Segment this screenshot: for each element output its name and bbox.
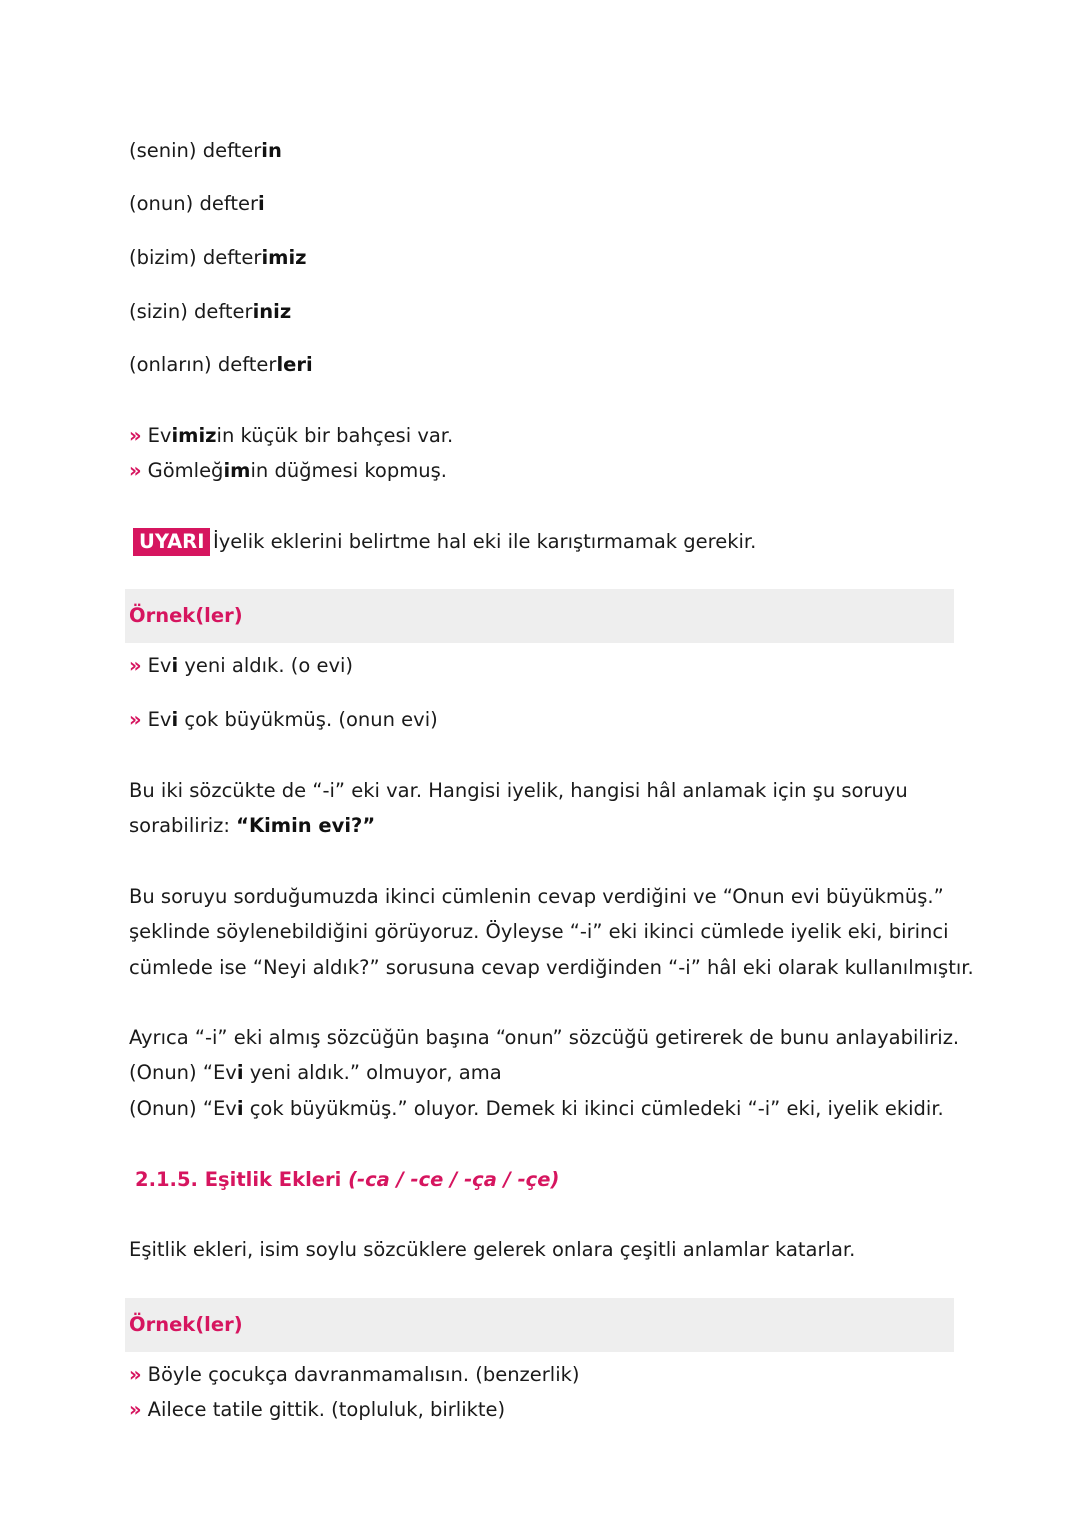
paragraph-line: (Onun) “Evi yeni aldık.” olmuyor, ama (129, 1061, 502, 1084)
bullet-arrow-icon: » (129, 1363, 142, 1386)
paragraph-line: Ayrıca “-i” eki almış sözcüğün başına “onun” sözcüğü getirerek de bunu anlayabiliriz. (129, 1026, 960, 1049)
possessive-form: (sizin) defteriniz (129, 300, 292, 323)
example-sentence: » Ailece tatile gittik. (topluluk, birlikte) (129, 1398, 506, 1421)
paragraph-line: sorabiliriz: “Kimin evi?” (129, 814, 376, 837)
paragraph-line: Bu iki sözcükte de “-i” eki var. Hangisi iyelik, hangisi hâl anlamak için şu soruyu (129, 779, 908, 802)
examples-label: Örnek(ler) (129, 1313, 243, 1336)
possessive-form: (senin) defterin (129, 139, 282, 162)
example-sentence: » Gömleğimin düğmesi kopmuş. (129, 459, 447, 482)
paragraph-line: cümlede ise “Neyi aldık?” sorusuna cevap verdiğinden “-i” hâl eki olarak kullanılmıştır. (129, 956, 974, 979)
warning-badge: UYARI (133, 528, 210, 556)
paragraph-line: (Onun) “Evi çok büyükmüş.” oluyor. Demek ki ikinci cümledeki “-i” eki, iyelik ekidir. (129, 1097, 944, 1120)
bullet-arrow-icon: » (129, 708, 142, 731)
examples-label: Örnek(ler) (129, 604, 243, 627)
section-heading: 2.1.5. Eşitlik Ekleri (-ca / -ce / -ça / -çe) (135, 1168, 560, 1191)
examples-header (125, 1298, 954, 1352)
section-intro: Eşitlik ekleri, isim soylu sözcüklere gelerek onlara çeşitli anlamlar katarlar. (129, 1238, 856, 1261)
possessive-form: (onların) defterleri (129, 353, 313, 376)
example-sentence: » Evi yeni aldık. (o evi) (129, 654, 354, 677)
examples-header (125, 589, 954, 643)
bullet-arrow-icon: » (129, 1398, 142, 1421)
paragraph-line: Bu soruyu sorduğumuzda ikinci cümlenin cevap verdiğini ve “Onun evi büyükmüş.” (129, 885, 944, 908)
example-sentence: » Evi çok büyükmüş. (onun evi) (129, 708, 438, 731)
bullet-arrow-icon: » (129, 424, 142, 447)
example-sentence: » Evimizin küçük bir bahçesi var. (129, 424, 454, 447)
possessive-form: (onun) defteri (129, 192, 265, 215)
bullet-arrow-icon: » (129, 459, 142, 482)
possessive-form: (bizim) defterimiz (129, 246, 307, 269)
warning-text: İyelik eklerini belirtme hal eki ile karıştırmamak gerekir. (213, 530, 757, 553)
paragraph-line: şeklinde söylenebildiğini görüyoruz. Öyleyse “-i” eki ikinci cümlede iyelik eki, birinci (129, 920, 949, 943)
example-sentence: » Böyle çocukça davranmamalısın. (benzerlik) (129, 1363, 580, 1386)
bullet-arrow-icon: » (129, 654, 142, 677)
